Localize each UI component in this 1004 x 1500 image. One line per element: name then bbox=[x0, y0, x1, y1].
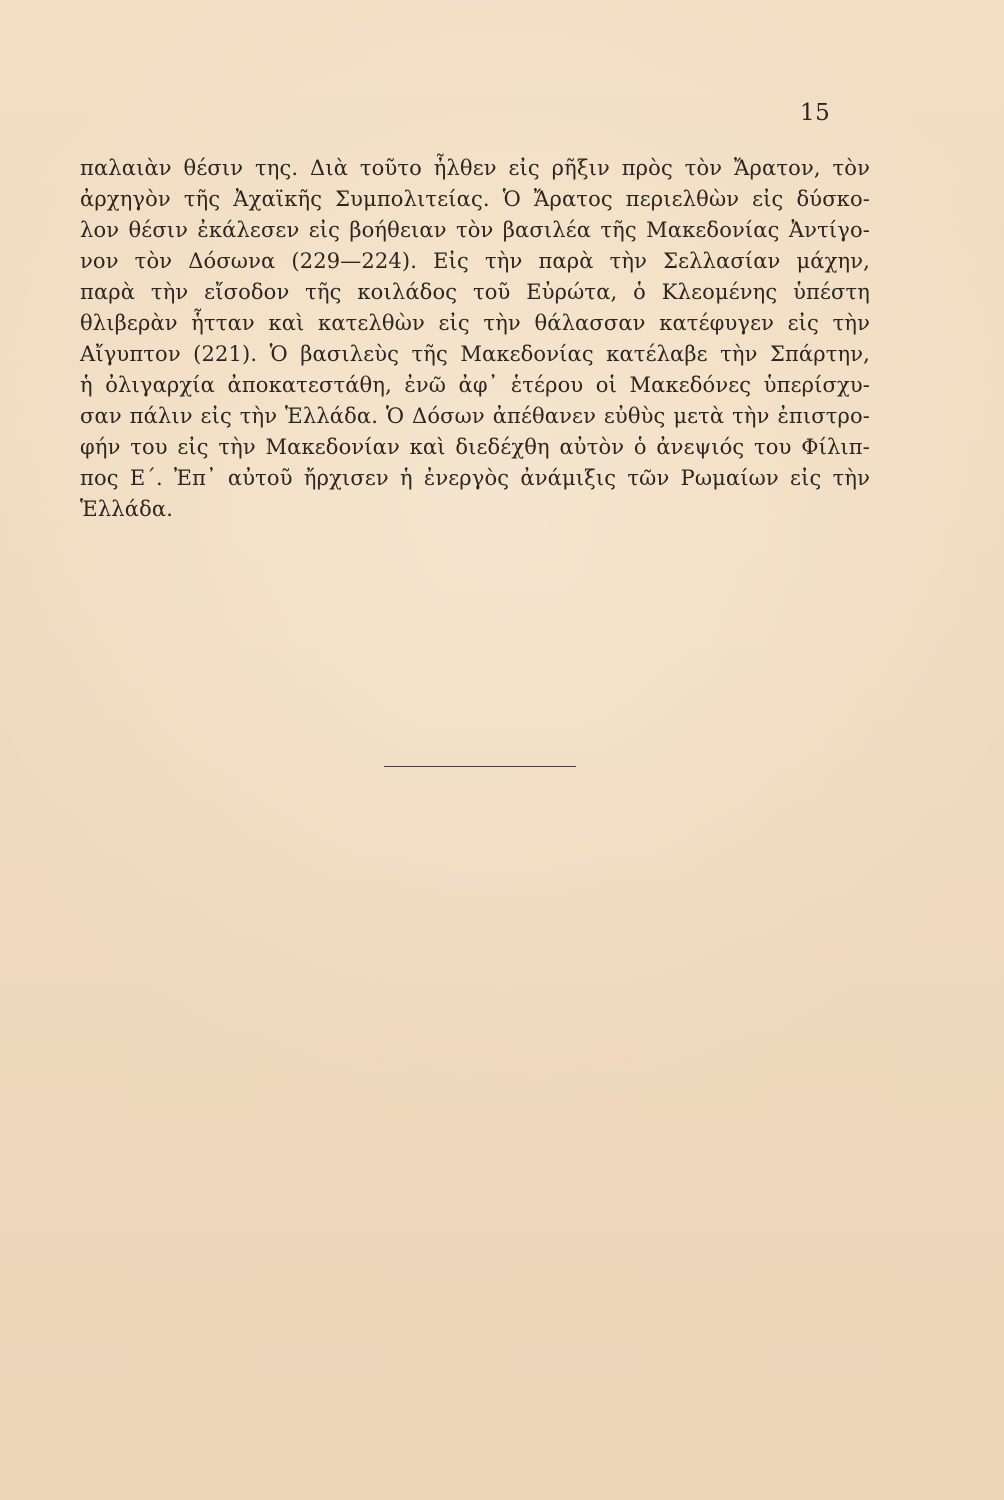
text-line: σαν πάλιν εἰς τὴν Ἑλλάδα. Ὁ Δόσων ἀπέθανεν εὐθὺς μετὰ τὴν ἐπιστρο- bbox=[80, 404, 870, 428]
text-line: νον τὸν Δόσωνα (229—224). Εἰς τὴν παρὰ τὴν Σελλασίαν μάχην, bbox=[80, 249, 870, 273]
body-text bbox=[80, 153, 870, 525]
page-number: 15 bbox=[800, 100, 831, 126]
text-line: λον θέσιν ἐκάλεσεν εἰς βοήθειαν τὸν βασιλέα τῆς Μακεδονίας Ἀντίγο- bbox=[80, 218, 870, 242]
text-line: Αἴγυπτον (221). Ὁ βασιλεὺς τῆς Μακεδονίας κατέλαβε τὴν Σπάρτην, bbox=[80, 342, 870, 366]
text-line: ἡ ὀλιγαρχία ἀποκατεστάθη, ἐνῶ ἀφ᾽ ἑτέρου οἱ Μακεδόνες ὑπερίσχυ- bbox=[80, 373, 870, 397]
text-line: φήν του εἰς τὴν Μακεδονίαν καὶ διεδέχθη αὐτὸν ὁ ἀνεψιός του Φίλιπ- bbox=[80, 435, 870, 459]
text-line: πος Ε΄. Ἐπ᾽ αὐτοῦ ἤρχισεν ἡ ἐνεργὸς ἀνάμιξις τῶν Ρωμαίων εἰς τὴν bbox=[80, 466, 870, 490]
text-line: θλιβερὰν ἧτταν καὶ κατελθὼν εἰς τὴν θάλασσαν κατέφυγεν εἰς τὴν bbox=[80, 311, 870, 335]
text-line: ἀρχηγὸν τῆς Ἀχαϊκῆς Συμπολιτείας. Ὁ Ἄρατος περιελθὼν εἰς δύσκο- bbox=[80, 187, 870, 211]
text-line: παρὰ τὴν εἴσοδον τῆς κοιλάδος τοῦ Εὐρώτα, ὁ Κλεομένης ὑπέστη bbox=[80, 280, 870, 304]
text-line: Ἑλλάδα. bbox=[80, 497, 174, 521]
section-divider bbox=[384, 766, 576, 767]
text-line: παλαιὰν θέσιν της. Διὰ τοῦτο ἦλθεν εἰς ρῆξιν πρὸς τὸν Ἄρατον, τὸν bbox=[80, 156, 870, 180]
